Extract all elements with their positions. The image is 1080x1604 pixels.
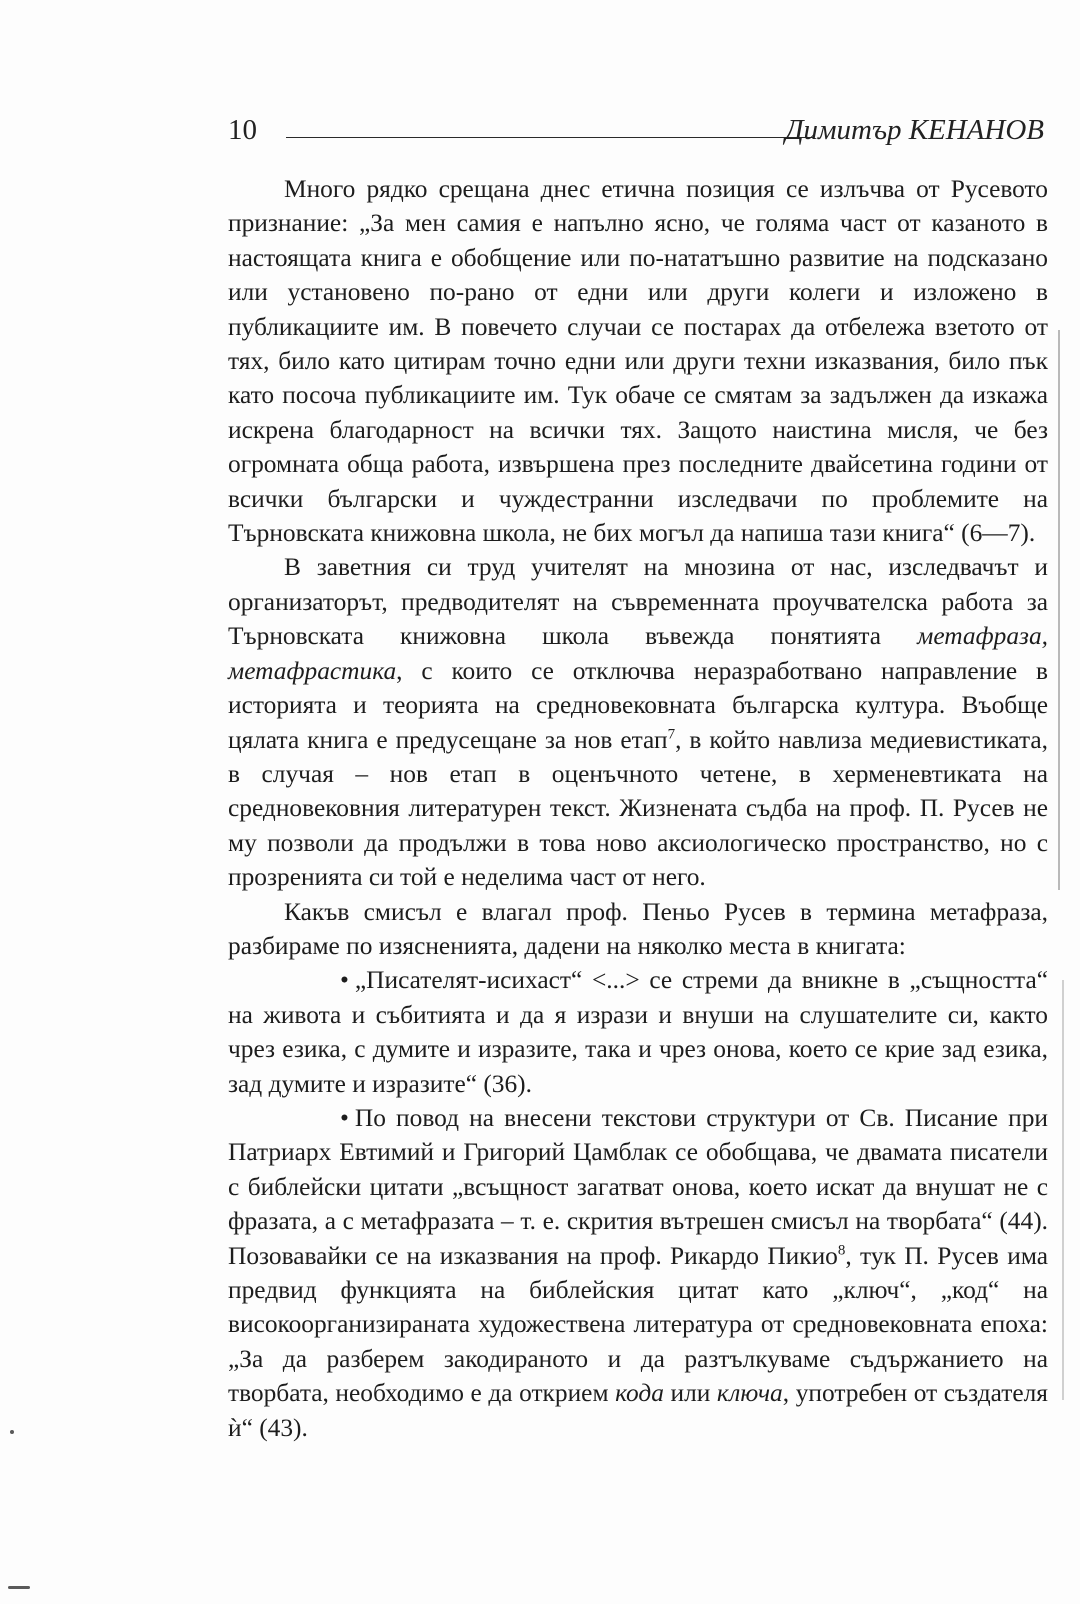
bullet-paragraph-1 bbox=[228, 963, 1048, 1101]
scan-edge-mark bbox=[1062, 980, 1064, 1400]
bullet-icon: • bbox=[340, 1103, 349, 1132]
paragraph-text: , употребен от създателя ѝ“ (43). bbox=[228, 1379, 1048, 1442]
page-header bbox=[228, 112, 1044, 152]
paragraph-text: или bbox=[663, 1379, 717, 1408]
body-text bbox=[228, 172, 1048, 1445]
footnote-ref: 7 bbox=[667, 726, 676, 743]
paragraph-3 bbox=[228, 895, 1048, 964]
paragraph-text: Много рядко срещана днес етична позиция се излъчва от Русевото признание: „За мен самия е напълно ясно, че голяма част от казаното в настоящата книга е обобщение или по-нататъшно развитие на подсказано или установено по-рано от едни или други колеги и изложено в публикациите им. В повечето случаи се постарах да отбележа взетото от тях, било като цитирам точно едни или други техни изказвания, било пък като посоча публикациите им. Тук обаче се смятам за задължен да изкажа искрена благодарност на всички тях. Защото наистина мисля, че без огромната обща работа, извършена през последните двайсетина години от всички български и чуждестранни изследвачи по проблемите на Търновската книжовна школа, не бих могъл да напиша тази книга“ (6—7). bbox=[228, 175, 1048, 548]
paragraph-text: , в който навлиза медиевистиката, в случая – нов етап в оценъчното четене, в херменевтиката на средновековния литературен текст. Жизнената съдба на проф. П. Русев не му позволи да продължи в това ново аксиологическо пространство, но с прозренията си той е неделима част от него. bbox=[228, 725, 1048, 892]
paragraph-text: „Писателят-исихаст“ <...> се стреми да вникне в „същността“ на живота и събитията и да я изрази и внуши на слушателите си, както чрез езика, с думите и изразите, така и чрез онова, което се крие зад езика, зад думите и изразите“ (36). bbox=[228, 966, 1048, 1098]
paragraph-2 bbox=[228, 550, 1048, 894]
italic-term: ключа bbox=[716, 1379, 783, 1408]
italic-term: метафраза, метафрастика bbox=[228, 622, 1048, 685]
scan-speck bbox=[8, 1586, 30, 1589]
paragraph-text: Какъв смисъл е влагал проф. Пеньо Русев в термина метафраза, разбираме по изясненията, дадени на няколко места в книгата: bbox=[228, 897, 1048, 960]
paragraph-text: В заветния си труд учителят на мнозина от нас, изследвачът и организаторът, предводителят на съвременната проучвателска работа за Търновската книжовна школа въвежда понятията bbox=[228, 553, 1048, 651]
bullet-icon: • bbox=[340, 966, 349, 995]
footnote-ref: 8 bbox=[837, 1242, 846, 1259]
bullet-paragraph-2 bbox=[228, 1101, 1048, 1445]
page-number: 10 bbox=[228, 114, 257, 146]
scan-edge-mark bbox=[1058, 330, 1060, 890]
scan-speck bbox=[10, 1430, 14, 1434]
paragraph-1 bbox=[228, 172, 1048, 550]
header-rule bbox=[286, 137, 814, 138]
paragraph-text: , с които се отключва неразработвано направление в историята и теорията на средновековната българска култура. Въобще цялата книга е предусещане за нов етап bbox=[228, 656, 1048, 754]
paragraph-text: По повод на внесени текстови структури от Св. Писание при Патриарх Евтимий и Григорий Цамблак се обобщава, че двамата писатели с библейски цитати „всъщност загатват онова, което искат да внушат не с фразата, а с метафразата – т. е. скрития вътрешен смисъл на творбата“ (44). Позовавайки се на изказвания на проф. Рикардо Пикио bbox=[228, 1103, 1048, 1270]
paragraph-text: , тук П. Русев има предвид функцията на библейския цитат като „ключ“, „код“ на високоорганизираната художествена литература от средновековната епоха: „За да разберем закодираното и да разтълкуваме съдържанието на творбата, необходимо е да открием bbox=[228, 1241, 1048, 1408]
italic-term: кода bbox=[615, 1379, 664, 1408]
running-head: Димитър КЕНАНОВ bbox=[785, 114, 1044, 146]
